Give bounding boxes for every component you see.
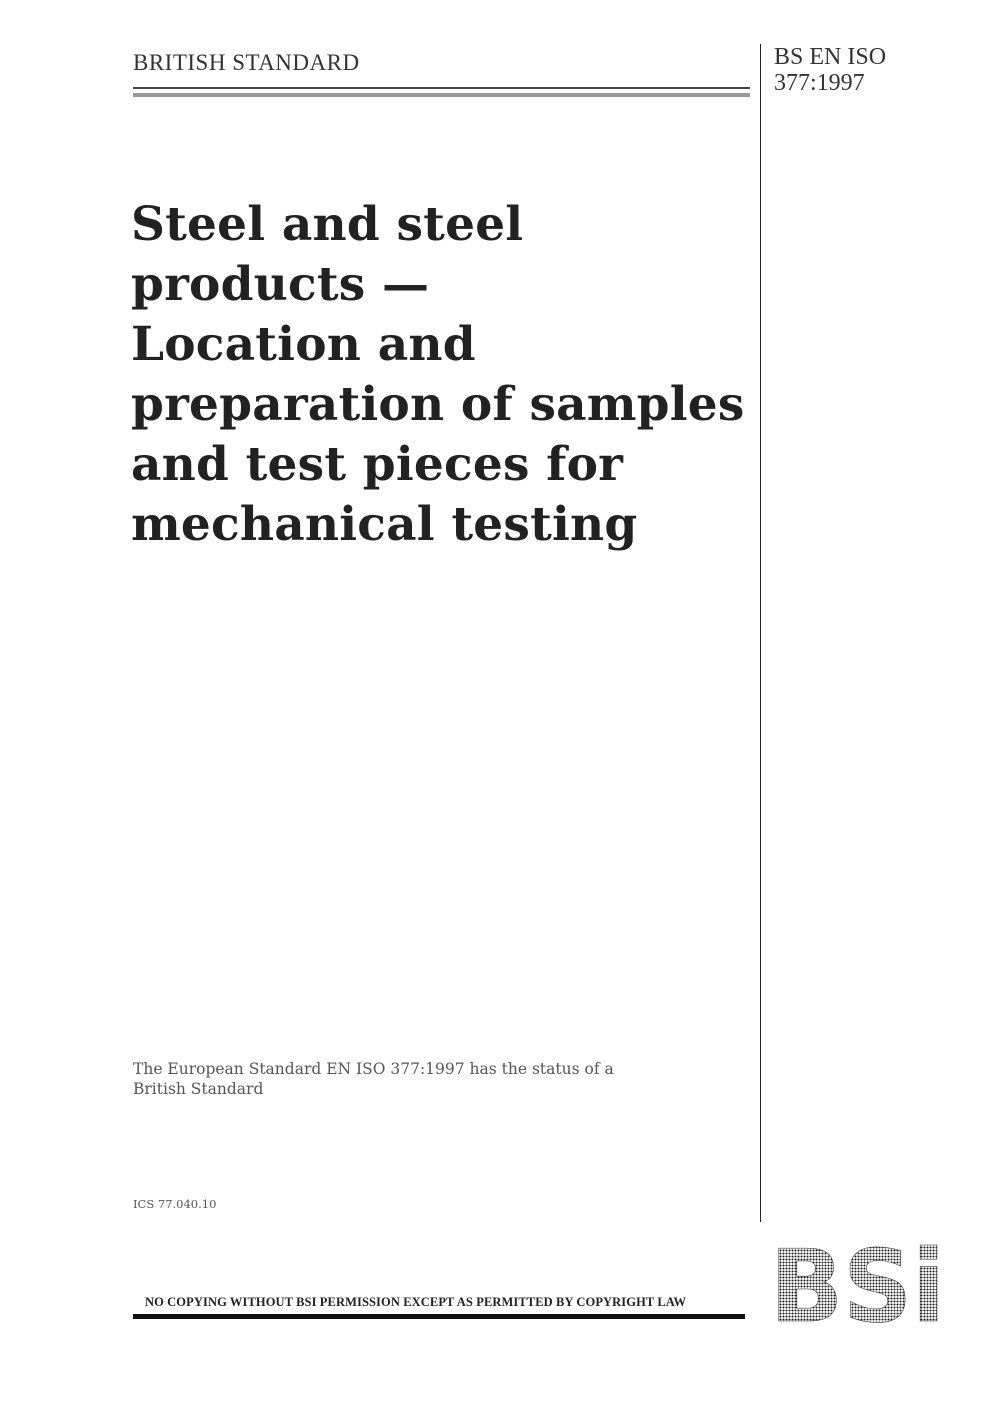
copyright-notice: NO COPYING WITHOUT BSI PERMISSION EXCEPT AS PERMITTED BY COPYRIGHT LAW <box>145 1295 687 1309</box>
title-line: mechanical testing <box>131 497 638 552</box>
title-line: Location and <box>131 317 476 372</box>
title-line: preparation of samples <box>131 377 745 432</box>
bsi-logo <box>770 1243 945 1323</box>
header-label: BRITISH STANDARD <box>133 50 360 75</box>
vertical-divider <box>760 44 761 1222</box>
bsi-logo-text: BSi <box>770 1243 945 1323</box>
status-note-line1: The European Standard EN ISO 377:1997 has the status of a <box>133 1060 614 1078</box>
document-title <box>131 195 751 555</box>
document-number <box>774 44 886 96</box>
header-rule-gray <box>133 93 750 97</box>
footer-rule <box>133 1314 745 1319</box>
status-note <box>133 1059 653 1099</box>
document-number-line2: 377:1997 <box>774 70 865 96</box>
header-rule-thin <box>133 87 750 89</box>
title-line: Steel and steel <box>131 197 524 252</box>
title-line: and test pieces for <box>131 437 624 492</box>
ics-code: ICS 77.040.10 <box>133 1197 217 1211</box>
document-number-line1: BS EN ISO <box>774 44 887 70</box>
title-line: products — <box>131 257 430 312</box>
status-note-line2: British Standard <box>133 1080 264 1098</box>
